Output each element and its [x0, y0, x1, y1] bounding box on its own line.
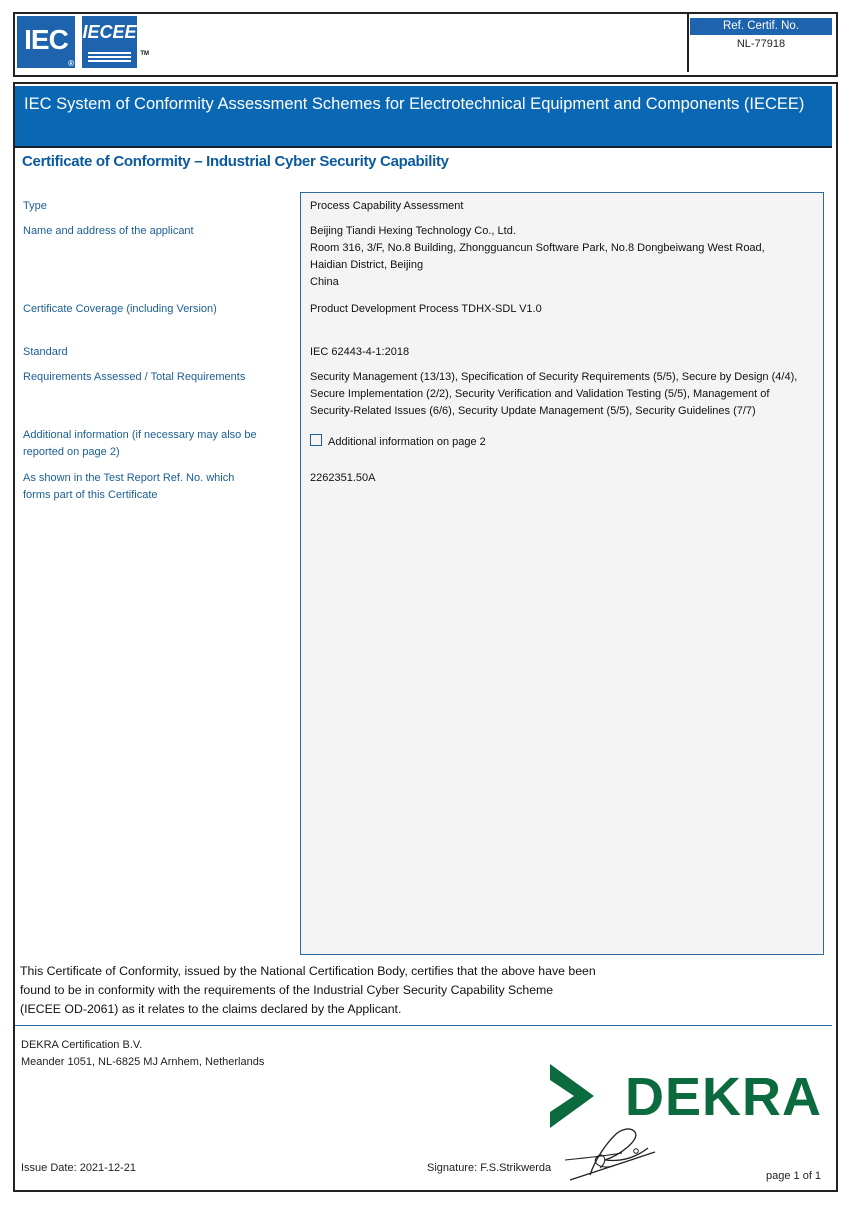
label-type: Type	[23, 200, 47, 212]
label-applicant: Name and address of the applicant	[23, 225, 194, 237]
label-coverage: Certificate Coverage (including Version)	[23, 303, 217, 315]
iecee-logo-text: IECEE	[82, 22, 137, 42]
signature-mark	[560, 1120, 670, 1188]
conformity-statement: This Certificate of Conformity, issued by the National Certification Body, certifies that the above have been found to be in conformity with the requirements of the Industrial Cyber Security Capability Scheme (IECEE OD-2061) as it relates to the claims declared by the Applicant.	[20, 964, 596, 1016]
additional-info-checkbox-row	[310, 434, 810, 451]
issue-date: Issue Date: 2021-12-21	[21, 1162, 136, 1174]
value-applicant: Beijing Tiandi Hexing Technology Co., Ltd. Room 316, 3/F, No.8 Building, Zhongguancun Software Park, No.8 Dongbeiwang West Road, Haidian District, Beijing China	[310, 225, 765, 288]
iecee-logo: IECEE TM	[82, 16, 137, 68]
label-additional-info: Additional information (if necessary may also be reported on page 2)	[23, 429, 257, 458]
iec-logo: IEC ®	[17, 16, 75, 68]
additional-info-checkbox-label: Additional information on page 2	[328, 436, 486, 448]
iec-logo-text: IEC	[24, 24, 68, 55]
issuer-name: DEKRA Certification B.V.	[21, 1039, 143, 1051]
certificate-title: Certificate of Conformity – Industrial Cyber Security Capability	[22, 153, 449, 170]
value-coverage: Product Development Process TDHX-SDL V1.0	[310, 303, 542, 315]
signature-label: Signature: F.S.Strikwerda	[427, 1162, 552, 1174]
ref-number: NL-77918	[736, 38, 786, 50]
value-standard: IEC 62443-4-1:2018	[310, 346, 410, 358]
issuer-address: Meander 1051, NL-6825 MJ Arnhem, Netherlands	[21, 1056, 265, 1068]
value-test-report: 2262351.50A	[310, 472, 376, 484]
label-requirements: Requirements Assessed / Total Requirements	[23, 371, 246, 383]
label-test-report: As shown in the Test Report Ref. No. which forms part of this Certificate	[23, 472, 235, 501]
value-requirements: Security Management (13/13), Specification of Security Requirements (5/5), Secure by Design (4/4), Secure Implementation (2/2), Security Verification and Validation Testing (5/5), Management of Security-Related Issues (6/6), Security Update Management (5/5), Security Guidelines (7/7)	[310, 371, 798, 417]
dekra-logo-text: DEKRA	[625, 1067, 823, 1127]
additional-info-checkbox[interactable]	[310, 434, 322, 446]
issuer-block	[21, 1037, 264, 1071]
value-type: Process Capability Assessment	[310, 200, 464, 212]
divider	[15, 1025, 832, 1026]
page-number: page 1 of 1	[766, 1170, 822, 1182]
label-standard: Standard	[23, 346, 68, 358]
scheme-title: IEC System of Conformity Assessment Schemes for Electrotechnical Equipment and Components (IECEE)	[24, 95, 805, 113]
ref-label: Ref. Certif. No.	[690, 18, 832, 35]
